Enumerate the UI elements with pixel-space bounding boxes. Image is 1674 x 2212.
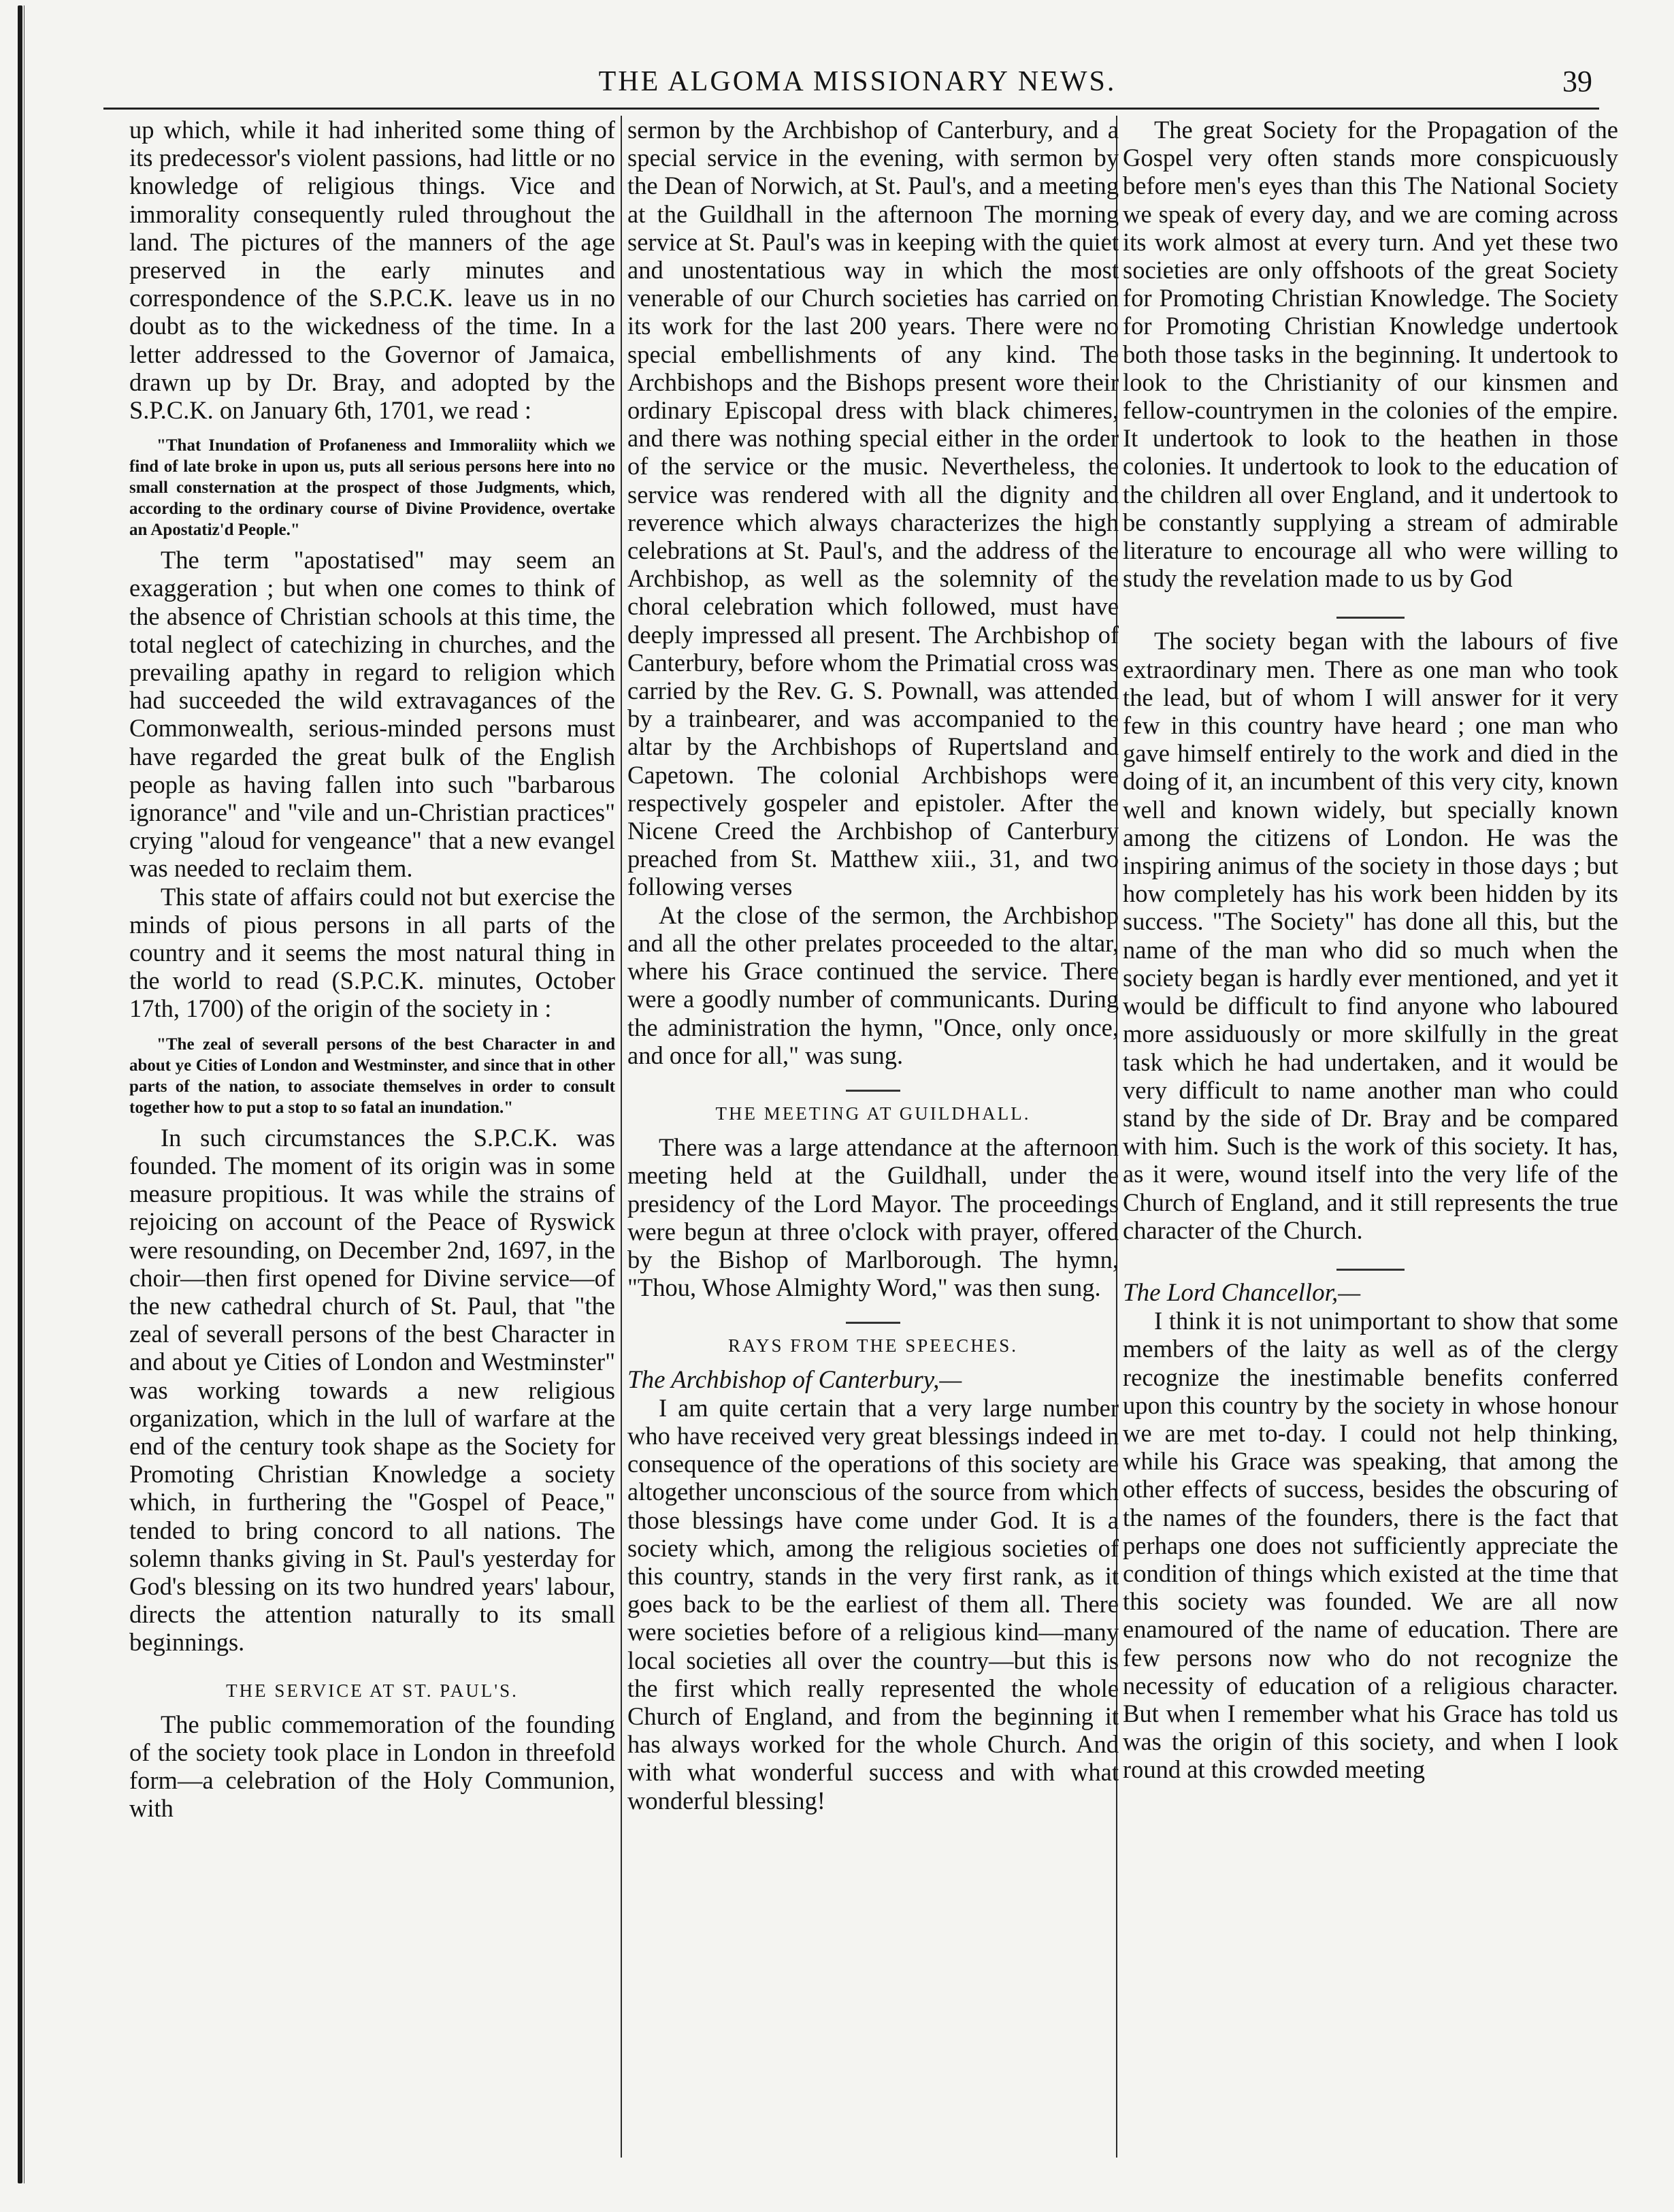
paragraph: I am quite certain that a very large number who have received very great blessings indeed in consequence of the operations of this society are altogether unconscious of the source from which those blessings have come under God. It is a society which, among the religious societies of this country, stands in the very first rank, as it goes back to be the earliest of them all. There were societies before of a religious kind—many local societies all over the country—but this is the first which really represented the whole Church of England, and from the beginning it has always worked for the whole Church. And with what wonderful success and with what wonderful blessing!: [627, 1393, 1119, 1815]
column-1: [129, 116, 615, 2178]
header-rule: [103, 108, 1599, 110]
section-heading: RAYS FROM THE SPEECHES.: [727, 1335, 1019, 1356]
column-2: [627, 116, 1119, 2178]
speaker-heading: The Archbishop of Canterbury,—: [627, 1365, 962, 1394]
paragraph: This state of affairs could not but exercise the minds of pious persons in all parts of the country and it seems the most natural thing in the world to read (S.P.C.K. minutes, October 17th, 1700) of the origin of the society in :: [129, 882, 615, 1023]
paragraph: I think it is not unimportant to show that some members of the laity as well as of the clergy recognize the inestimable benefits conferred upon this country by the society in whose honour we are met to-day. I could not help thinking, while his Grace was speaking, that among the other effects of success, besides the obscuring of the names of the founders, there is the fact that perhaps one does not sufficiently appreciate the condition of things which existed at the time that this society was founded. We are all now enamoured of the name of education. There are few persons now who do not recognize the necessity of education of a religious character. But when I remember what his Grace has told us was the origin of this society, and when I look round at this crowded meeting: [1123, 1307, 1618, 1784]
paragraph: The public commemoration of the founding of the society took place in London in threefold form—a celebration of the Holy Communion, with: [129, 1710, 615, 1823]
column-rule-1: [621, 116, 622, 2158]
paragraph: There was a large attendance at the afternoon meeting held at the Guildhall, under the presidency of the Lord Mayor. The proceedings were begun at three o'clock with prayer, offered by the Bishop of Marlborough. The hymn, "Thou, Whose Almighty Word," was then sung.: [627, 1133, 1119, 1302]
paragraph: The society began with the labours of five extraordinary men. There as one man who took the lead, but of whom I will answer for it very few in this country have heard ; one man who gave himself entirely to the work and died in the doing of it, an incumbent of this very city, known well and known widely, but specially known among the citizens of London. He was the inspiring animus of the society in those days ; but how completely has his work been hidden by its success. "The Society" has done all this, but the name of the man who did so much when the society began is hardly ever mentioned, and yet it would be difficult to find anyone who laboured more assiduously or more skilfully in the great task which he had undertaken, and it would be very difficult to name another man who could stand by the side of Dr. Bray and be compared with him. Such is the work of this society. It has, as it were, wound itself into the very life of the Church of England, and it still represents the true character of the Church.: [1123, 627, 1618, 1244]
paragraph: The term "apostatised" may seem an exaggeration ; but when one comes to think of the absence of Christian schools at this time, the total neglect of catechizing in churches, and the prevailing apathy in regard to religion which had succeeded the wild extravagances of the Commonwealth, serious-minded persons must have regarded the great bulk of the English people as having fallen into such "barbarous ignorance" and "vile and un-Christian practices" crying "aloud for vengeance" that a new evangel was needed to reclaim them.: [129, 546, 615, 883]
section-separator: [1336, 1269, 1405, 1271]
paragraph: up which, while it had inherited some thing of its predecessor's violent passions, had little or no knowledge of religious things. Vice and immorality consequently ruled throughout the land. The pictures of the manners of the age preserved in the early minutes and correspondence of the S.P.C.K. leave us in no doubt as to the wickedness of the time. In a letter addressed to the Governor of Jamaica, drawn up by Dr. Bray, and adopted by the S.P.C.K. on January 6th, 1701, we read :: [129, 116, 615, 425]
column-3: [1123, 116, 1618, 2178]
speaker-heading: The Lord Chancellor,—: [1123, 1278, 1361, 1307]
section-heading: THE MEETING AT GUILDHALL.: [715, 1103, 1031, 1124]
binding-edge-rule: [18, 5, 22, 2183]
page-header-title: THE ALGOMA MISSIONARY NEWS.: [598, 66, 1117, 97]
section-separator: [1336, 617, 1405, 619]
block-quote: "The zeal of severall persons of the best Character in and about ye Cities of London and Westminster, and since that in other parts of the nation, to associate themselves in order to consult together how to put a stop to so fatal an inundation.": [129, 1035, 615, 1117]
page-number: 39: [1562, 65, 1592, 98]
section-separator: [846, 1322, 900, 1324]
paragraph: The great Society for the Propagation of the Gospel very often stands more conspicuously before men's eyes than this The National Society we speak of every day, and we are coming across its work almost at every turn. And yet these two societies are only offshoots of the great Society for Promoting Christian Knowledge. The Society for Promoting Christian Knowledge undertook both those tasks in the beginning. It undertook to look to the Christianity of our kinsmen and fellow-countrymen in the colonies of the empire. It undertook to look to the heathen in those colonies. It undertook to look to the education of the children all over England, and it undertook to be constantly supplying a stream of admirable literature to encourage all who were willing to study the revelation made to us by God: [1123, 116, 1618, 593]
section-heading: THE SERVICE AT ST. PAUL'S.: [226, 1680, 519, 1701]
paragraph: In such circumstances the S.P.C.K. was founded. The moment of its origin was in some measure propitious. It was while the strains of rejoicing on account of the Peace of Ryswick were resounding, on December 2nd, 1697, in the choir—then first opened for Divine service—of the new cathedral church of St. Paul, that "the zeal of severall persons of the best Character in and about ye Cities of London and Westminster" was working towards a new religious organization, which in the lull of warfare at the end of the century took shape as the Society for Promoting Christian Knowledge a society which, in furthering the "Gospel of Peace," tended to bring concord to all nations. The solemn thanks giving in St. Paul's yesterday for God's blessing on its two hundred years' labour, directs the attention naturally to its small beginnings.: [129, 1123, 615, 1657]
block-quote: "That Inundation of Profaneness and Immoraliity which we find of late broke in upon us, puts all serious persons here into no small consternation at the prospect of those Judgments, which, according to the ordinary course of Divine Providence, overtake an Apostatiz'd People.": [129, 436, 615, 540]
paragraph: sermon by the Archbishop of Canterbury, and a special service in the evening, with sermon by the Dean of Norwich, at St. Paul's, and a meeting at the Guildhall in the afternoon The morning service at St. Paul's was in keeping with the quiet and unostentatious way in which the most venerable of our Church societies has carried on its work for the last 200 years. There were no special embellishments of any kind. The Archbishops and the Bishops present wore their ordinary Episcopal dress with black chimeres, and there was nothing special either in the order of the service or the music. Nevertheless, the service was rendered with all the dignity and reverence which always characterizes the high celebrations at St. Paul's, and the address of the Archbishop, as well as the solemnity of the choral celebration which followed, must have deeply impressed all present. The Archbishop of Canterbury, before whom the Primatial cross was carried by the Rev. G. S. Pownall, was attended by a trainbearer, and was accompanied to the altar by the Archbishops of Rupertsland and Capetown. The colonial Archbishops were respectively gospeler and epistoler. After the Nicene Creed the Archbishop of Canterbury preached from St. Matthew xiii., 31, and two following verses: [627, 116, 1119, 901]
paragraph: At the close of the sermon, the Archbishop and all the other prelates proceeded to the altar, where his Grace continued the service. There were a goodly number of communicants. During the administration the hymn, "Once, only once, and once for all," was sung.: [627, 900, 1119, 1069]
section-separator: [846, 1090, 900, 1092]
